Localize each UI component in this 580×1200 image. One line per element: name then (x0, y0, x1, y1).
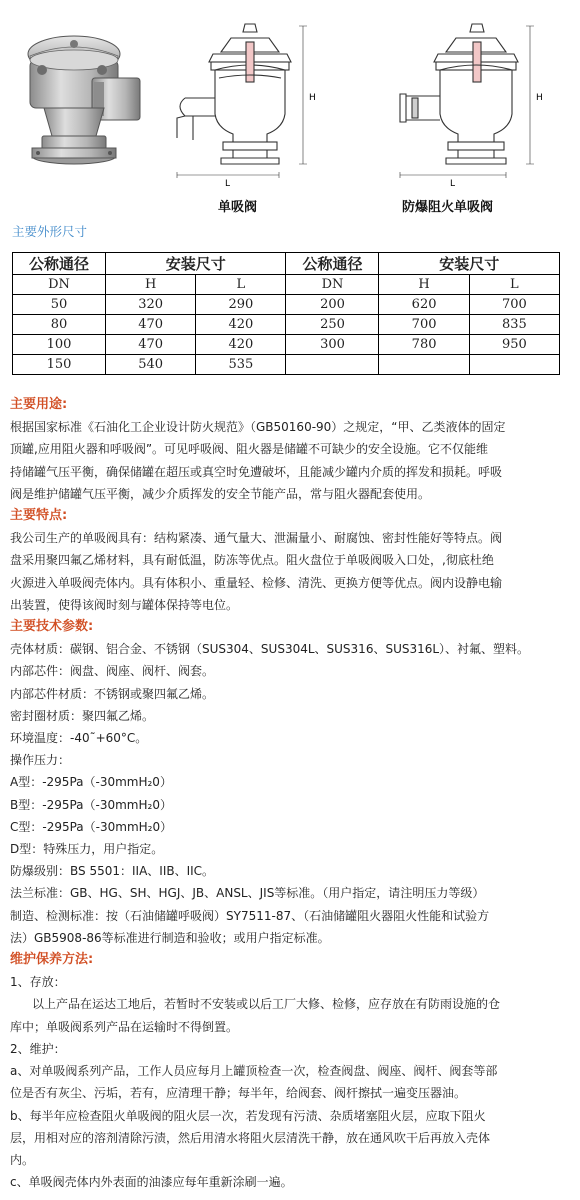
header-install-right: 安装尺寸 (379, 253, 560, 275)
cell-h: 470 (105, 315, 195, 335)
dimensions-section-title: 主要外形尺寸 (12, 224, 88, 239)
caption-explosion-proof-valve: 防爆阻火单吸阀 (402, 200, 494, 215)
cell-h: 470 (105, 335, 195, 355)
maintenance-line: 层，用相对应的溶剂清除污渍，然后用清水将阻火层清洗干静，放在通风吹干后再放入壳体 (10, 1130, 491, 1145)
maintenance-line: 内。 (10, 1152, 35, 1167)
cell-dn: 100 (13, 335, 106, 355)
maintenance-title: 维护保养方法: (10, 952, 94, 968)
params-line: B型：-295Pa（-30mmH₂0） (10, 797, 172, 812)
params-line: 制造、检测标准：按（石油储罐呼吸阀）SY7511-87、（石油储罐阻火器阻火性能和试验方 (10, 908, 490, 923)
cell-dn (286, 355, 379, 375)
cell-dn: 200 (286, 295, 379, 315)
subheader-dn-left: DN (13, 275, 106, 295)
table-header-row (13, 253, 560, 275)
params-line: 壳体材质：碳钢、铝合金、不锈钢（SUS304、SUS304L、SUS316、SUS316L）、衬氟、塑料。 (10, 642, 530, 657)
subheader-dn-right: DN (286, 275, 379, 295)
caption-single-valve: 单吸阀 (218, 200, 258, 215)
maintenance-line: b、每半年应检查阻火单吸阀的阻火层一次，若发现有污渍、杂质堵塞阻火层，应取下阻火 (10, 1108, 486, 1123)
cell-h: 780 (379, 335, 469, 355)
usage-line: 根据国家标准《石油化工企业设计防火规范》（GB50160-90）之规定，“甲、乙类液体的固定 (10, 420, 506, 435)
params-line: C型：-295Pa（-30mmH₂0） (10, 819, 173, 834)
header-dn-left: 公称通径 (13, 253, 106, 275)
cell-l: 290 (196, 295, 286, 315)
params-line: 法）GB5908-86等标准进行制造和验收；或用户指定标准。 (10, 930, 330, 945)
cell-l: 420 (196, 315, 286, 335)
params-line: D型：特殊压力，用户指定。 (10, 842, 164, 857)
usage-title: 主要用途: (10, 397, 68, 412)
subheader-h-left: H (105, 275, 195, 295)
maintenance-line: a、对单吸阀系列产品，工作人员应每月上罐顶检查一次，检查阀盘、阀座、阀杆、阀套等部 (10, 1064, 498, 1079)
subheader-h-right: H (379, 275, 469, 295)
storage-line: 以上产品在运达工地后，若暂时不安装或以后工厂大修、检修，应存放在有防雨设施的仓 (32, 997, 501, 1012)
valve-photo (22, 8, 150, 178)
dim-label-l: L (450, 179, 456, 186)
cell-dn: 300 (286, 335, 379, 355)
dim-label-h: H (536, 93, 543, 103)
table-row (13, 335, 560, 355)
table-row (13, 295, 560, 315)
storage-line: 库中；单吸阀系列产品在运输时不得倒置。 (10, 1019, 239, 1034)
subheader-l-left: L (196, 275, 286, 295)
cell-h: 540 (105, 355, 195, 375)
cell-h: 620 (379, 295, 469, 315)
table-row (13, 315, 560, 335)
cell-h: 700 (379, 315, 469, 335)
cell-l: 950 (469, 335, 559, 355)
cell-dn: 50 (13, 295, 106, 315)
features-line: 我公司生产的单吸阀具有：结构紧凑、通气量大、泄漏量小、耐腐蚀、密封性能好等特点。阀 (10, 531, 503, 546)
storage-heading: 1、存放： (10, 975, 66, 990)
cell-h (379, 355, 469, 375)
usage-line: 持储罐气压平衡，确保储罐在超压或真空时免遭破坏，且能减少罐内介质的挥发和损耗。呼吸 (10, 464, 503, 479)
features-line: 出装置，使得该阀时刻与罐体保持等电位。 (10, 597, 239, 612)
cell-dn: 80 (13, 315, 106, 335)
table-row (13, 355, 560, 375)
cell-l: 535 (196, 355, 286, 375)
features-line: 火源进入单吸阀壳体内。具有体积小、重量轻、检修、清洗、更换方便等优点。阀内设静电输 (10, 575, 503, 590)
params-line: 防爆级别：BS 5501：IIA、IIB、IIC。 (10, 864, 215, 879)
cell-h: 320 (105, 295, 195, 315)
product-figures (0, 0, 580, 218)
explosion-proof-valve-drawing (392, 6, 552, 186)
params-line: A型：-295Pa（-30mmH₂0） (10, 775, 172, 790)
maintenance-heading: 2、维护： (10, 1041, 66, 1056)
usage-line: 阀是维护储罐气压平衡，减少介质挥发的安全节能产品，常与阻火器配套使用。 (10, 486, 431, 501)
maintenance-line: c、单吸阀壳体内外表面的油漆应每年重新涂刷一遍。 (10, 1175, 293, 1190)
header-install-left: 安装尺寸 (105, 253, 286, 275)
subheader-l-right: L (469, 275, 559, 295)
cell-l (469, 355, 559, 375)
cell-dn: 250 (286, 315, 379, 335)
params-title: 主要技术参数: (10, 619, 94, 635)
single-valve-drawing (175, 6, 325, 186)
cell-l: 700 (469, 295, 559, 315)
maintenance-line: 位是否有灰尘、污垢，若有，应清理干静；每半年，给阀套、阀杆擦拭一遍变压器油。 (10, 1086, 467, 1101)
dim-label-l: L (225, 179, 231, 186)
cell-l: 420 (196, 335, 286, 355)
dimensions-table (12, 252, 560, 375)
params-line: 内部芯件：阀盘、阀座、阀杆、阀套。 (10, 664, 215, 679)
features-title: 主要特点: (10, 508, 68, 524)
table-subheader-row (13, 275, 560, 295)
params-line: 操作压力： (10, 753, 71, 768)
params-line: 法兰标准：GB、HG、SH、HGJ、JB、ANSL、JIS等标准。（用户指定，请注明压力等级） (10, 886, 485, 901)
dim-label-h: H (309, 93, 316, 103)
params-line: 环境温度：-40˜+60°C。 (10, 731, 148, 746)
usage-line: 顶罐,应用阻火器和呼吸阀”。可见呼吸阀、阻火器是储罐不可缺少的安全设施。它不仅能维 (10, 442, 489, 457)
params-line: 内部芯件材质：不锈钢或聚四氟乙烯。 (10, 686, 215, 701)
cell-dn: 150 (13, 355, 106, 375)
product-description (10, 394, 570, 1193)
header-dn-right: 公称通径 (286, 253, 379, 275)
cell-l: 835 (469, 315, 559, 335)
params-line: 密封圈材质：聚四氟乙烯。 (10, 708, 155, 723)
features-line: 盘采用聚四氟乙烯材料，具有耐低温，防冻等优点。阻火盘位于单吸阀吸入口处，,彻底杜绝 (10, 553, 494, 568)
